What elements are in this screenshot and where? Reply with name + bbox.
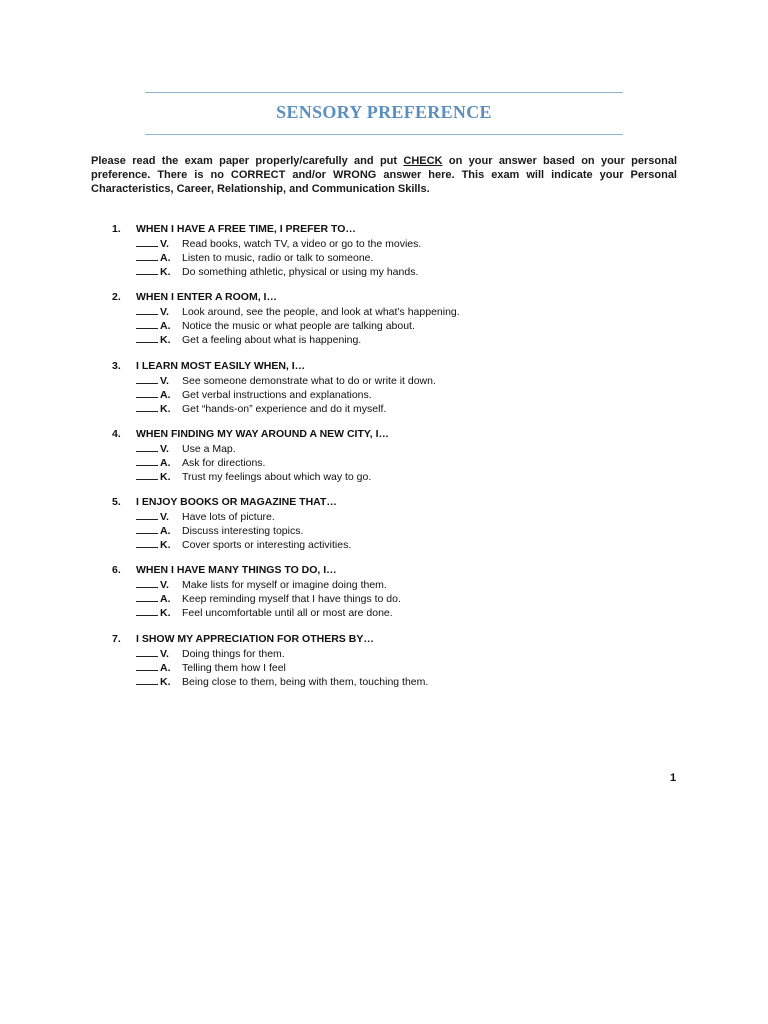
- question-heading: [112, 632, 374, 646]
- answer-blank[interactable]: [136, 591, 158, 602]
- question-text: WHEN I HAVE A FREE TIME, I PREFER TO…: [136, 223, 356, 235]
- answer-blank[interactable]: [136, 387, 158, 398]
- option-key: A.: [160, 388, 171, 401]
- question-text: WHEN I ENTER A ROOM, I…: [136, 291, 277, 304]
- option-text: Ask for directions.: [182, 456, 266, 469]
- question-4: [0, 427, 768, 495]
- option-k: [136, 264, 418, 279]
- answer-blank[interactable]: [136, 674, 158, 685]
- answer-blank[interactable]: [136, 318, 158, 329]
- option-a: [136, 523, 303, 538]
- option-text: Listen to music, radio or talk to someone.: [182, 252, 374, 264]
- option-key: V.: [160, 647, 169, 660]
- answer-blank[interactable]: [136, 646, 158, 657]
- option-key: K.: [160, 539, 171, 552]
- question-3: [0, 359, 768, 427]
- option-k: [136, 332, 361, 347]
- question-number: 5.: [112, 496, 121, 509]
- question-number: 4.: [112, 427, 121, 440]
- question-number: 2.: [112, 291, 121, 304]
- question-number: 1.: [112, 223, 121, 235]
- instructions-check-emphasis: CHECK: [403, 155, 443, 167]
- question-1: [0, 222, 768, 290]
- answer-blank[interactable]: [136, 236, 158, 247]
- question-text: I SHOW MY APPRECIATION FOR OTHERS BY…: [136, 632, 374, 645]
- option-key: A.: [160, 593, 171, 606]
- question-number: 6.: [112, 564, 121, 577]
- option-text: Get verbal instructions and explanations.: [182, 388, 372, 401]
- option-text: Notice the music or what people are talking about.: [182, 320, 415, 333]
- option-a: [136, 591, 401, 606]
- option-key: V.: [160, 511, 169, 524]
- option-key: V.: [160, 238, 169, 250]
- question-heading: [112, 563, 337, 577]
- instructions-paragraph: [91, 154, 677, 196]
- option-v: [136, 373, 436, 388]
- option-text: Doing things for them.: [182, 647, 285, 660]
- question-heading: [112, 222, 356, 236]
- option-text: Look around, see the people, and look at what’s happening.: [182, 306, 460, 319]
- question-text: I LEARN MOST EASILY WHEN, I…: [136, 359, 306, 372]
- option-key: V.: [160, 442, 169, 455]
- option-k: [136, 401, 386, 416]
- option-key: V.: [160, 579, 169, 592]
- question-list: [0, 222, 768, 700]
- question-6: [0, 563, 768, 631]
- option-key: K.: [160, 402, 171, 415]
- option-v: [136, 509, 275, 524]
- question-7: [0, 632, 768, 700]
- option-v: [136, 646, 285, 661]
- question-heading: [112, 359, 305, 373]
- option-v: [136, 236, 421, 251]
- answer-blank[interactable]: [136, 660, 158, 671]
- option-text: Telling them how I feel: [182, 661, 286, 674]
- answer-blank[interactable]: [136, 509, 158, 520]
- option-a: [136, 387, 372, 402]
- option-text: Trust my feelings about which way to go.: [182, 470, 372, 483]
- answer-blank[interactable]: [136, 523, 158, 534]
- option-key: A.: [160, 661, 171, 674]
- question-text: WHEN I HAVE MANY THINGS TO DO, I…: [136, 564, 337, 577]
- option-text: Keep reminding myself that I have things to do.: [182, 593, 401, 606]
- option-v: [136, 304, 460, 319]
- option-text: Discuss interesting topics.: [182, 525, 304, 538]
- option-key: A.: [160, 252, 171, 264]
- option-text: Read books, watch TV, a video or go to the movies.: [182, 238, 422, 250]
- option-v: [136, 441, 236, 456]
- option-key: K.: [160, 334, 171, 347]
- option-k: [136, 537, 351, 552]
- title-bottom-rule: [145, 134, 623, 135]
- answer-blank[interactable]: [136, 469, 158, 480]
- instructions-text-end: on your answer based on your personal preference. There is no CORRECT and/or WRONG answer here. This exam will indicate your Personal Characteristics, Career, Relationship, and Communication Skills.: [91, 155, 677, 195]
- answer-blank[interactable]: [136, 250, 158, 261]
- question-heading: [112, 427, 389, 441]
- option-v: [136, 577, 387, 592]
- option-text: Have lots of picture.: [182, 511, 275, 524]
- page-title: SENSORY PREFERENCE: [276, 102, 492, 122]
- answer-blank[interactable]: [136, 373, 158, 384]
- option-text: Make lists for myself or imagine doing them.: [182, 579, 387, 592]
- option-key: A.: [160, 456, 171, 469]
- option-a: [136, 318, 415, 333]
- question-5: [0, 495, 768, 563]
- option-k: [136, 469, 371, 484]
- question-text: WHEN FINDING MY WAY AROUND A NEW CITY, I…: [136, 427, 389, 440]
- answer-blank[interactable]: [136, 264, 158, 275]
- option-k: [136, 674, 428, 689]
- page-number: 1: [670, 772, 677, 784]
- option-text: Do something athletic, physical or using my hands.: [182, 266, 419, 278]
- option-text: Being close to them, being with them, touching them.: [182, 675, 429, 688]
- answer-blank[interactable]: [136, 332, 158, 343]
- option-text: Get a feeling about what is happening.: [182, 334, 362, 347]
- option-key: A.: [160, 525, 171, 538]
- option-key: K.: [160, 675, 171, 688]
- option-a: [136, 455, 265, 470]
- question-number: 3.: [112, 359, 121, 372]
- option-text: Use a Map.: [182, 442, 236, 455]
- question-2: [0, 290, 768, 358]
- answer-blank[interactable]: [136, 577, 158, 588]
- option-a: [136, 250, 373, 265]
- option-text: Feel uncomfortable until all or most are done.: [182, 607, 393, 620]
- option-key: K.: [160, 470, 171, 483]
- option-key: K.: [160, 266, 171, 278]
- answer-blank[interactable]: [136, 455, 158, 466]
- option-a: [136, 660, 286, 675]
- option-key: A.: [160, 320, 171, 333]
- question-heading: [112, 290, 277, 304]
- question-number: 7.: [112, 632, 121, 645]
- question-heading: [112, 495, 337, 509]
- title-top-rule: [145, 92, 623, 93]
- answer-blank[interactable]: [136, 401, 158, 412]
- option-text: See someone demonstrate what to do or write it down.: [182, 374, 436, 387]
- option-k: [136, 605, 393, 620]
- option-key: K.: [160, 607, 171, 620]
- option-text: Get “hands-on” experience and do it myself.: [182, 402, 387, 415]
- answer-blank[interactable]: [136, 304, 158, 315]
- option-text: Cover sports or interesting activities.: [182, 539, 352, 552]
- option-key: V.: [160, 306, 169, 319]
- question-text: I ENJOY BOOKS OR MAGAZINE THAT…: [136, 496, 337, 509]
- answer-blank[interactable]: [136, 441, 158, 452]
- answer-blank[interactable]: [136, 605, 158, 616]
- option-key: V.: [160, 374, 169, 387]
- answer-blank[interactable]: [136, 537, 158, 548]
- instructions-text-start: Please read the exam paper properly/carefully and put: [91, 155, 404, 167]
